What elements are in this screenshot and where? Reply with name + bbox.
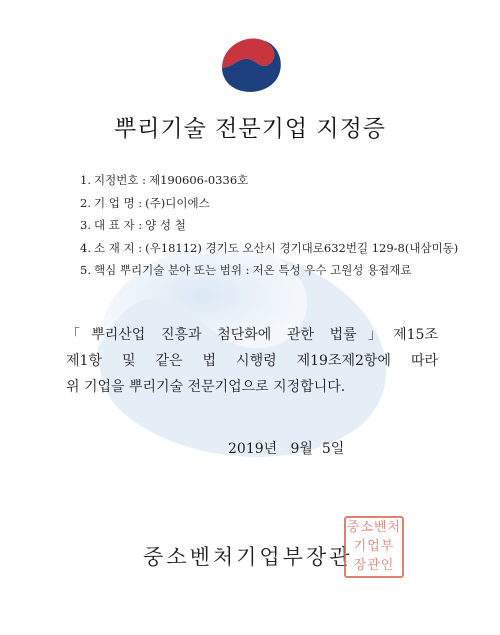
designation-statement (66, 322, 438, 400)
seal-line: 장관인 (353, 558, 395, 573)
item-label: 지정번호 : (94, 173, 146, 187)
item-value: (주)디이에스 (145, 195, 210, 210)
certificate-details (80, 172, 460, 285)
detail-item-technology-field (80, 262, 460, 285)
item-number: 1. (80, 173, 91, 187)
detail-item-representative (80, 217, 460, 240)
seal-box (344, 516, 404, 578)
seal-line: 중소벤처 (346, 520, 402, 535)
item-value: 저온 특성 우수 고원성 용접재료 (252, 263, 412, 277)
official-seal-stamp (344, 516, 404, 578)
certificate-title: 뿌리기술 전문기업 지정증 (113, 116, 387, 142)
item-value: 양 성 철 (145, 218, 186, 232)
detail-item-address (80, 240, 460, 263)
statement-line: 제1항 및 같은 법 시행령 제19조제2항에 따라 (66, 353, 438, 369)
item-number: 5. (80, 263, 91, 277)
seal-line: 기업부 (353, 539, 395, 554)
item-number: 4. (80, 240, 91, 255)
item-label: 기 업 명 : (94, 195, 143, 210)
issuer-name: 중소벤처기업부장관 (143, 545, 353, 569)
detail-item-company-name (80, 195, 460, 218)
item-label: 대 표 자 : (94, 218, 143, 232)
item-value: 제190606-0336호 (148, 173, 249, 187)
item-label: 소 재 지 : (94, 240, 143, 255)
statement-line: 위 기업을 뿌리기술 전문기업으로 지정합니다. (66, 379, 346, 395)
item-label: 핵심 뿌리기술 분야 또는 범위 : (94, 263, 250, 277)
issue-date: 2019년 9월 5일 (228, 441, 345, 457)
government-emblem-icon (218, 32, 284, 96)
detail-item-registration-number (80, 172, 460, 195)
statement-line: 「뿌리산업 진흥과 첨단화에 관한 법률」제15조 (66, 327, 438, 343)
item-number: 3. (80, 218, 91, 232)
item-value: (우18112) 경기도 오산시 경기대로632번길 129-8(내삼미동) (145, 240, 459, 255)
item-number: 2. (80, 195, 91, 210)
